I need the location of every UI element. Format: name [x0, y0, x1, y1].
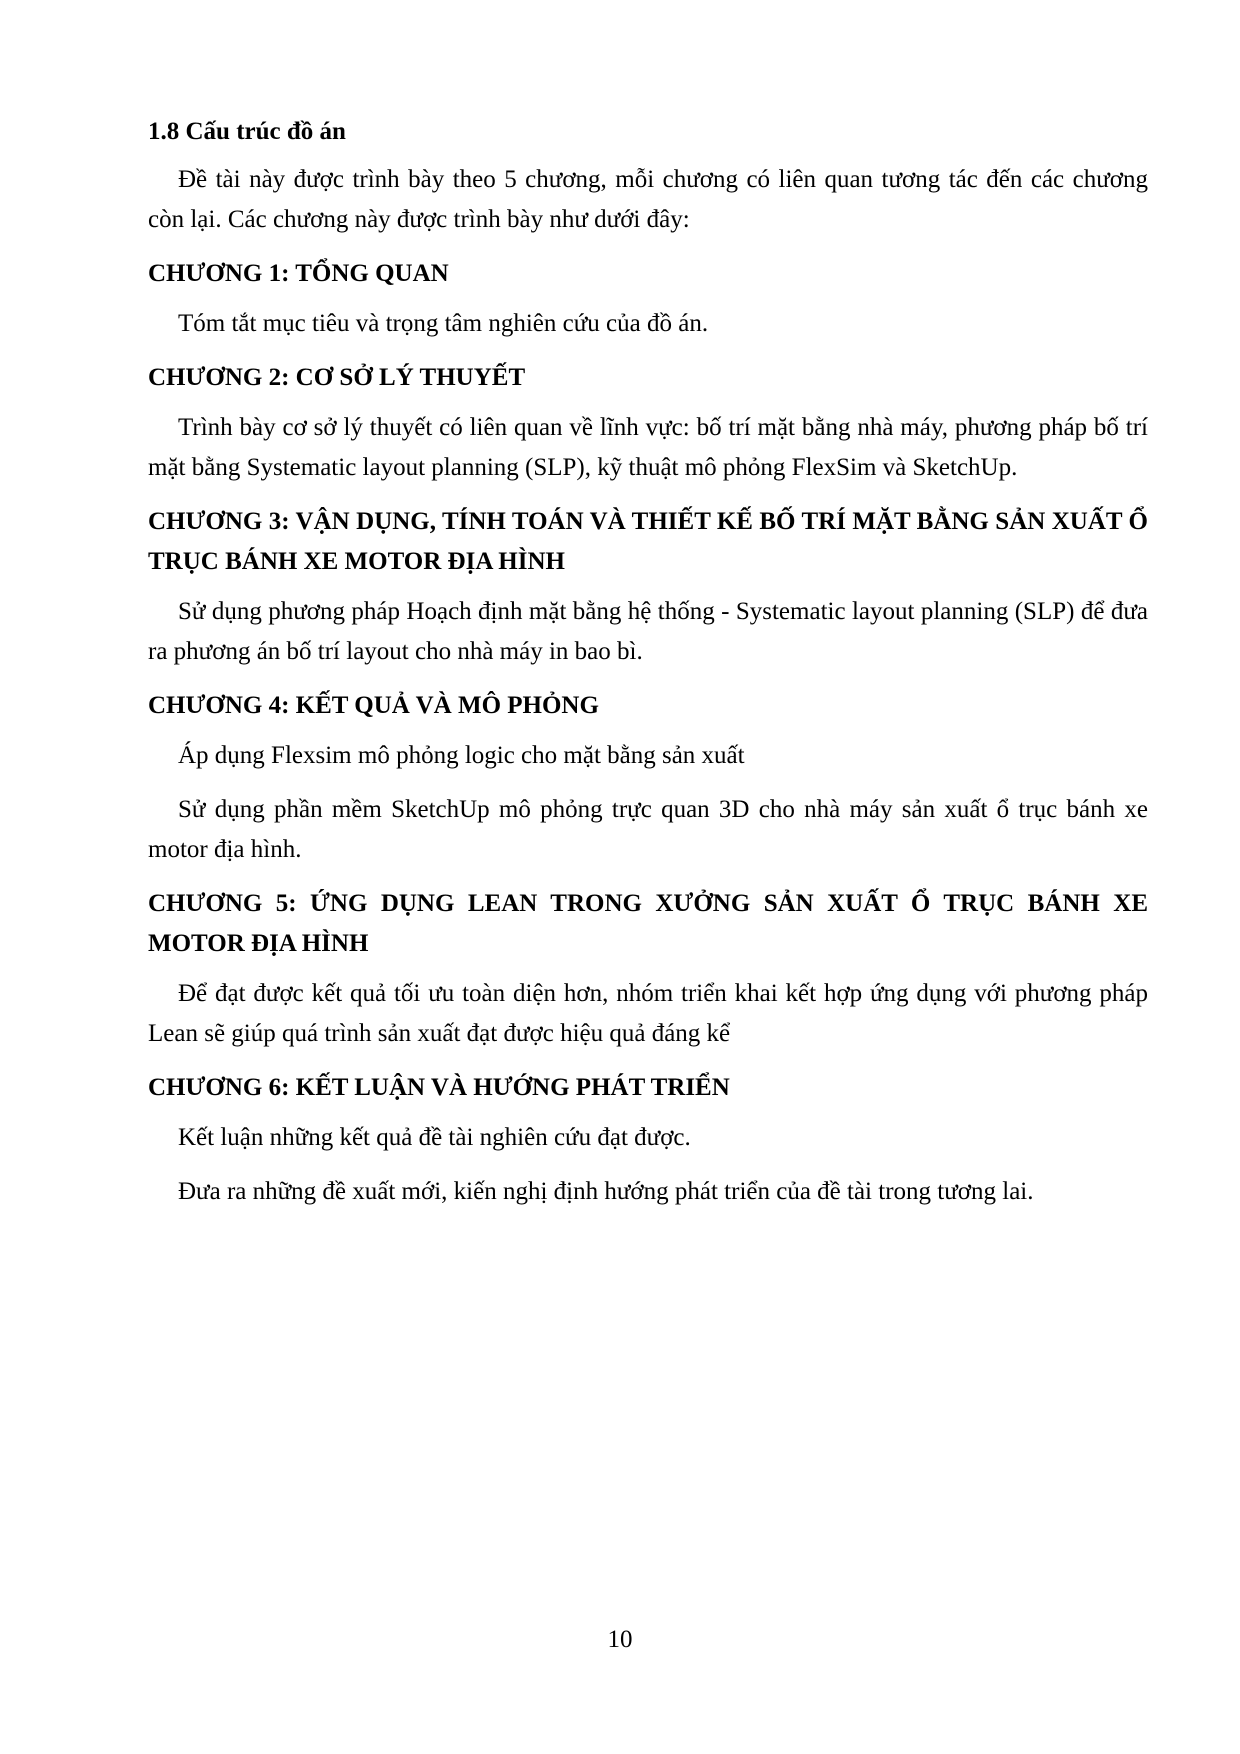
section-intro: Đề tài này được trình bày theo 5 chương, mỗi chương có liên quan tương tác đến các chương còn lại. Các chương này được trình bày như dưới đây: [148, 166, 1148, 233]
document-body [148, 112, 1148, 1226]
chapter-6 [148, 1068, 1148, 1212]
chapter-paragraph: Áp dụng Flexsim mô phỏng logic cho mặt bằng sản xuất [178, 742, 745, 769]
chapter-heading: CHƯƠNG 1: TỔNG QUAN [148, 260, 449, 287]
chapter-paragraph: Đưa ra những đề xuất mới, kiến nghị định hướng phát triển của đề tài trong tương lai. [178, 1178, 1034, 1205]
chapter-paragraph: Tóm tắt mục tiêu và trọng tâm nghiên cứu của đồ án. [178, 310, 709, 337]
chapter-heading: CHƯƠNG 6: KẾT LUẬN VÀ HƯỚNG PHÁT TRIỂN [148, 1074, 730, 1101]
chapter-2 [148, 358, 1148, 488]
chapter-heading: CHƯƠNG 2: CƠ SỞ LÝ THUYẾT [148, 364, 526, 391]
chapter-heading: CHƯƠNG 5: ỨNG DỤNG LEAN TRONG XƯỞNG SẢN XUẤT Ổ TRỤC BÁNH XE MOTOR ĐỊA HÌNH [148, 890, 1148, 957]
chapter-paragraph: Trình bày cơ sở lý thuyết có liên quan về lĩnh vực: bố trí mặt bằng nhà máy, phương pháp bố trí mặt bằng Systematic layout planning (SLP), kỹ thuật mô phỏng FlexSim và SketchUp. [148, 414, 1148, 481]
chapter-heading: CHƯƠNG 4: KẾT QUẢ VÀ MÔ PHỎNG [148, 692, 599, 719]
chapter-4 [148, 686, 1148, 870]
page-number: 10 [607, 1626, 633, 1653]
chapter-5 [148, 884, 1148, 1054]
chapter-paragraph: Kết luận những kết quả đề tài nghiên cứu đạt được. [178, 1124, 691, 1151]
chapter-paragraph: Sử dụng phương pháp Hoạch định mặt bằng hệ thống - Systematic layout planning (SLP) để đưa ra phương án bố trí layout cho nhà máy in bao bì. [148, 598, 1148, 665]
chapter-heading: CHƯƠNG 3: VẬN DỤNG, TÍNH TOÁN VÀ THIẾT KẾ BỐ TRÍ MẶT BẰNG SẢN XUẤT Ổ TRỤC BÁNH XE MOTOR ĐỊA HÌNH [148, 508, 1148, 575]
section-title: 1.8 Cấu trúc đồ án [148, 118, 346, 145]
chapter-paragraph: Sử dụng phần mềm SketchUp mô phỏng trực quan 3D cho nhà máy sản xuất ổ trục bánh xe motor địa hình. [148, 796, 1148, 863]
chapter-paragraph: Để đạt được kết quả tối ưu toàn diện hơn, nhóm triển khai kết hợp ứng dụng với phương pháp Lean sẽ giúp quá trình sản xuất đạt được hiệu quả đáng kể [148, 980, 1148, 1047]
chapter-1 [148, 254, 1148, 344]
chapter-3 [148, 502, 1148, 672]
